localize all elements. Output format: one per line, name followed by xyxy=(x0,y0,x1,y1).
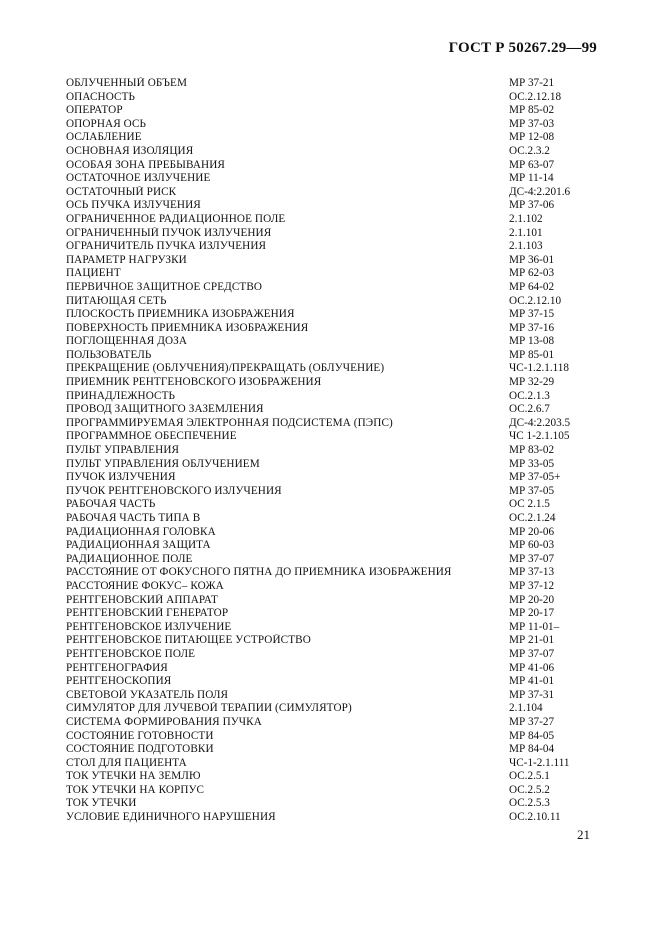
term-label: СВЕТОВОЙ УКАЗАТЕЛЬ ПОЛЯ xyxy=(66,688,229,701)
index-entry xyxy=(66,403,606,417)
term-label: РЕНТГЕНОВСКОЕ ИЗЛУЧЕНИЕ xyxy=(66,620,232,633)
term-label: ОСЬ ПУЧКА ИЗЛУЧЕНИЯ xyxy=(66,199,201,212)
term-reference: МР 20-17 xyxy=(509,607,555,620)
index-entry xyxy=(66,159,606,173)
term-label: СОСТОЯНИЕ ПОДГОТОВКИ xyxy=(66,743,214,756)
index-entry xyxy=(66,186,606,200)
term-reference: МР 37-05 xyxy=(509,484,555,497)
term-reference: МР 37-05+ xyxy=(509,471,561,484)
term-label: ПУЛЬТ УПРАВЛЕНИЯ xyxy=(66,444,180,457)
term-label: ОСОБАЯ ЗОНА ПРЕБЫВАНИЯ xyxy=(66,158,225,171)
term-label: ОГРАНИЧЕННЫЙ ПУЧОК ИЗЛУЧЕНИЯ xyxy=(66,226,272,239)
index-entry xyxy=(66,458,606,472)
term-reference: ОС.2.6.7 xyxy=(509,403,550,416)
term-reference: МР 84-05 xyxy=(509,729,555,742)
index-entry xyxy=(66,648,606,662)
index-entry xyxy=(66,390,606,404)
index-entry xyxy=(66,240,606,254)
term-label: ПОЛЬЗОВАТЕЛЬ xyxy=(66,348,152,361)
term-label: ОСТАТОЧНОЕ ИЗЛУЧЕНИЕ xyxy=(66,172,211,185)
index-entry xyxy=(66,716,606,730)
index-entry xyxy=(66,118,606,132)
term-reference: ОС.2.12.18 xyxy=(509,90,562,103)
term-reference: ОС 2.1.5 xyxy=(509,498,550,511)
term-reference: ЧС 1-2.1.105 xyxy=(509,430,570,443)
index-entry xyxy=(66,335,606,349)
index-entry xyxy=(66,267,606,281)
index-entry xyxy=(66,797,606,811)
term-reference: МР 60-03 xyxy=(509,539,555,552)
document-header: ГОСТ Р 50267.29—99 xyxy=(448,40,597,56)
index-entry xyxy=(66,539,606,553)
index-entry xyxy=(66,322,606,336)
term-label: ПРИНАДЛЕЖНОСТЬ xyxy=(66,389,176,402)
index-entry xyxy=(66,281,606,295)
index-entry xyxy=(66,308,606,322)
term-label: ПОВЕРХНОСТЬ ПРИЕМНИКА ИЗОБРАЖЕНИЯ xyxy=(66,321,309,334)
term-reference: МР 37-06 xyxy=(509,199,555,212)
term-reference: 2.1.104 xyxy=(509,702,543,715)
term-label: ОПАСНОСТЬ xyxy=(66,90,136,103)
term-reference: МР 32-29 xyxy=(509,376,555,389)
term-reference: 2.1.103 xyxy=(509,240,543,253)
term-label: ПРОГРАММНОЕ ОБЕСПЕЧЕНИЕ xyxy=(66,430,237,443)
term-label: РАССТОЯНИЕ ФОКУС– КОЖА xyxy=(66,579,224,592)
term-reference: ЧС-1-2.1.111 xyxy=(509,756,570,769)
term-reference: МР 85-02 xyxy=(509,104,555,117)
term-reference: МР 37-27 xyxy=(509,715,555,728)
index-entry xyxy=(66,607,606,621)
term-label: ПРОВОД ЗАЩИТНОГО ЗАЗЕМЛЕНИЯ xyxy=(66,403,264,416)
term-reference: МР 20-06 xyxy=(509,525,555,538)
term-label: ПРИЕМНИК РЕНТГЕНОВСКОГО ИЗОБРАЖЕНИЯ xyxy=(66,376,322,389)
term-label: РЕНТГЕНОВСКИЙ АППАРАТ xyxy=(66,593,218,606)
index-entry xyxy=(66,91,606,105)
term-reference: ОС.2.12.10 xyxy=(509,294,562,307)
term-reference: МР 11-14 xyxy=(509,172,554,185)
term-reference: МР 37-07 xyxy=(509,647,555,660)
index-entry xyxy=(66,730,606,744)
term-label: ПУЧОК ИЗЛУЧЕНИЯ xyxy=(66,471,176,484)
term-reference: ОС.2.5.2 xyxy=(509,783,550,796)
index-entry xyxy=(66,77,606,91)
term-label: ТОК УТЕЧКИ xyxy=(66,797,137,810)
index-entry xyxy=(66,621,606,635)
term-reference: ОС.2.10.11 xyxy=(509,811,561,824)
term-reference: 2.1.102 xyxy=(509,212,543,225)
term-reference: МР 41-01 xyxy=(509,675,555,688)
term-reference: ДС-4:2.201.6 xyxy=(509,185,571,198)
term-label: РЕНТГЕНОСКОПИЯ xyxy=(66,675,172,688)
term-reference: МР 37-13 xyxy=(509,566,555,579)
index-entry xyxy=(66,566,606,580)
term-reference: МР 83-02 xyxy=(509,444,555,457)
page-number: 21 xyxy=(577,827,590,842)
index-entry xyxy=(66,254,606,268)
index-entry xyxy=(66,227,606,241)
term-label: РЕНТГЕНОВСКОЕ ПОЛЕ xyxy=(66,647,196,660)
index-entry xyxy=(66,689,606,703)
index-entry xyxy=(66,362,606,376)
term-reference: МР 33-05 xyxy=(509,457,555,470)
term-reference: МР 64-02 xyxy=(509,280,555,293)
index-entry xyxy=(66,172,606,186)
term-label: РЕНТГЕНОГРАФИЯ xyxy=(66,661,168,674)
index-entry xyxy=(66,594,606,608)
term-label: РЕНТГЕНОВСКИЙ ГЕНЕРАТОР xyxy=(66,607,229,620)
term-label: РАБОЧАЯ ЧАСТЬ xyxy=(66,498,156,511)
term-label: РАДИАЦИОННОЕ ПОЛЕ xyxy=(66,552,193,565)
term-label: ОСТАТОЧНЫЙ РИСК xyxy=(66,185,177,198)
term-reference: МР 37-07 xyxy=(509,552,555,565)
index-entry xyxy=(66,145,606,159)
term-label: ОПОРНАЯ ОСЬ xyxy=(66,117,147,130)
term-label: ТОК УТЕЧКИ НА ЗЕМЛЮ xyxy=(66,770,201,783)
term-label: РЕНТГЕНОВСКОЕ ПИТАЮЩЕЕ УСТРОЙСТВО xyxy=(66,634,311,647)
index-entry xyxy=(66,526,606,540)
term-label: СОСТОЯНИЕ ГОТОВНОСТИ xyxy=(66,729,214,742)
term-label: ОБЛУЧЕННЫЙ ОБЪЕМ xyxy=(66,77,187,89)
index-entry xyxy=(66,295,606,309)
term-label: ПОГЛОЩЕННАЯ ДОЗА xyxy=(66,335,188,348)
term-reference: МР 12-08 xyxy=(509,131,555,144)
term-label: ПИТАЮЩАЯ СЕТЬ xyxy=(66,294,167,307)
term-index-list xyxy=(66,77,606,825)
term-label: УСЛОВИЕ ЕДИНИЧНОГО НАРУШЕНИЯ xyxy=(66,811,276,824)
term-label: ПЛОСКОСТЬ ПРИЕМНИКА ИЗОБРАЖЕНИЯ xyxy=(66,308,295,321)
term-label: РАБОЧАЯ ЧАСТЬ ТИПА В xyxy=(66,512,201,524)
index-entry xyxy=(66,702,606,716)
term-label: ПУЛЬТ УПРАВЛЕНИЯ ОБЛУЧЕНИЕМ xyxy=(66,457,260,470)
term-label: ОГРАНИЧЕННОЕ РАДИАЦИОННОЕ ПОЛЕ xyxy=(66,212,286,225)
term-label: СИСТЕМА ФОРМИРОВАНИЯ ПУЧКА xyxy=(66,715,262,728)
term-reference: МР 63-07 xyxy=(509,158,555,171)
index-entry xyxy=(66,662,606,676)
term-reference: МР 37-12 xyxy=(509,579,555,592)
term-label: ПРЕКРАЩЕНИЕ (ОБЛУЧЕНИЯ)/ПРЕКРАЩАТЬ (ОБЛУЧЕНИЕ) xyxy=(66,362,385,375)
term-reference: МР 37-03 xyxy=(509,117,555,130)
index-entry xyxy=(66,784,606,798)
term-reference: МР 37-15 xyxy=(509,308,555,321)
term-label: ТОК УТЕЧКИ НА КОРПУС xyxy=(66,783,205,796)
index-entry xyxy=(66,512,606,526)
term-reference: МР 85-01 xyxy=(509,348,555,361)
term-label: ОГРАНИЧИТЕЛЬ ПУЧКА ИЗЛУЧЕНИЯ xyxy=(66,240,267,253)
index-entry xyxy=(66,444,606,458)
term-label: РАДИАЦИОННАЯ ЗАЩИТА xyxy=(66,539,211,552)
term-label: ПАЦИЕНТ xyxy=(66,267,121,280)
index-entry xyxy=(66,634,606,648)
index-entry xyxy=(66,757,606,771)
term-label: ОПЕРАТОР xyxy=(66,104,123,117)
term-reference: МР 13-08 xyxy=(509,335,555,348)
index-entry xyxy=(66,498,606,512)
index-entry xyxy=(66,553,606,567)
index-entry xyxy=(66,770,606,784)
term-label: РАДИАЦИОННАЯ ГОЛОВКА xyxy=(66,525,216,538)
term-label: ПАРАМЕТР НАГРУЗКИ xyxy=(66,253,187,266)
term-label: ПУЧОК РЕНТГЕНОВСКОГО ИЗЛУЧЕНИЯ xyxy=(66,484,282,497)
term-label: РАССТОЯНИЕ ОТ ФОКУСНОГО ПЯТНА ДО ПРИЕМНИКА ИЗОБРАЖЕНИЯ xyxy=(66,566,452,579)
term-reference: МР 37-31 xyxy=(509,688,555,701)
index-entry xyxy=(66,376,606,390)
index-entry xyxy=(66,485,606,499)
index-entry xyxy=(66,743,606,757)
index-entry xyxy=(66,213,606,227)
term-reference: ДС-4:2.203.5 xyxy=(509,416,571,429)
term-reference: МР 62-03 xyxy=(509,267,555,280)
term-label: СТОЛ ДЛЯ ПАЦИЕНТА xyxy=(66,756,187,769)
term-label: ПРОГРАММИРУЕМАЯ ЭЛЕКТРОННАЯ ПОДСИСТЕМА (ПЭПС) xyxy=(66,416,393,429)
index-entry xyxy=(66,417,606,431)
term-reference: 2.1.101 xyxy=(509,226,543,239)
term-reference: ОС.2.5.1 xyxy=(509,770,550,783)
index-entry xyxy=(66,675,606,689)
index-entry xyxy=(66,811,606,825)
index-entry xyxy=(66,199,606,213)
term-reference: МР 84-04 xyxy=(509,743,555,756)
term-reference: МР 41-06 xyxy=(509,661,555,674)
term-reference: ОС.2.1.3 xyxy=(509,389,550,402)
term-label: ОСЛАБЛЕНИЕ xyxy=(66,131,142,144)
term-reference: ЧС-1.2.1.118 xyxy=(509,362,569,375)
term-reference: МР 21-01 xyxy=(509,634,555,647)
term-label: ОСНОВНАЯ ИЗОЛЯЦИЯ xyxy=(66,144,194,157)
index-entry xyxy=(66,471,606,485)
term-reference: МР 11-01– xyxy=(509,620,560,633)
index-entry xyxy=(66,349,606,363)
index-entry xyxy=(66,104,606,118)
term-reference: МР 20-20 xyxy=(509,593,555,606)
term-reference: МР 36-01 xyxy=(509,253,555,266)
term-reference: ОС.2.3.2 xyxy=(509,144,550,157)
term-reference: ОС.2.5.3 xyxy=(509,797,550,810)
index-entry xyxy=(66,580,606,594)
term-reference: ОС.2.1.24 xyxy=(509,512,556,524)
term-reference: МР 37-21 xyxy=(509,77,555,89)
term-reference: МР 37-16 xyxy=(509,321,555,334)
index-entry xyxy=(66,131,606,145)
index-entry xyxy=(66,430,606,444)
term-label: ПЕРВИЧНОЕ ЗАЩИТНОЕ СРЕДСТВО xyxy=(66,280,263,293)
term-label: СИМУЛЯТОР ДЛЯ ЛУЧЕВОЙ ТЕРАПИИ (СИМУЛЯТОР) xyxy=(66,702,352,715)
